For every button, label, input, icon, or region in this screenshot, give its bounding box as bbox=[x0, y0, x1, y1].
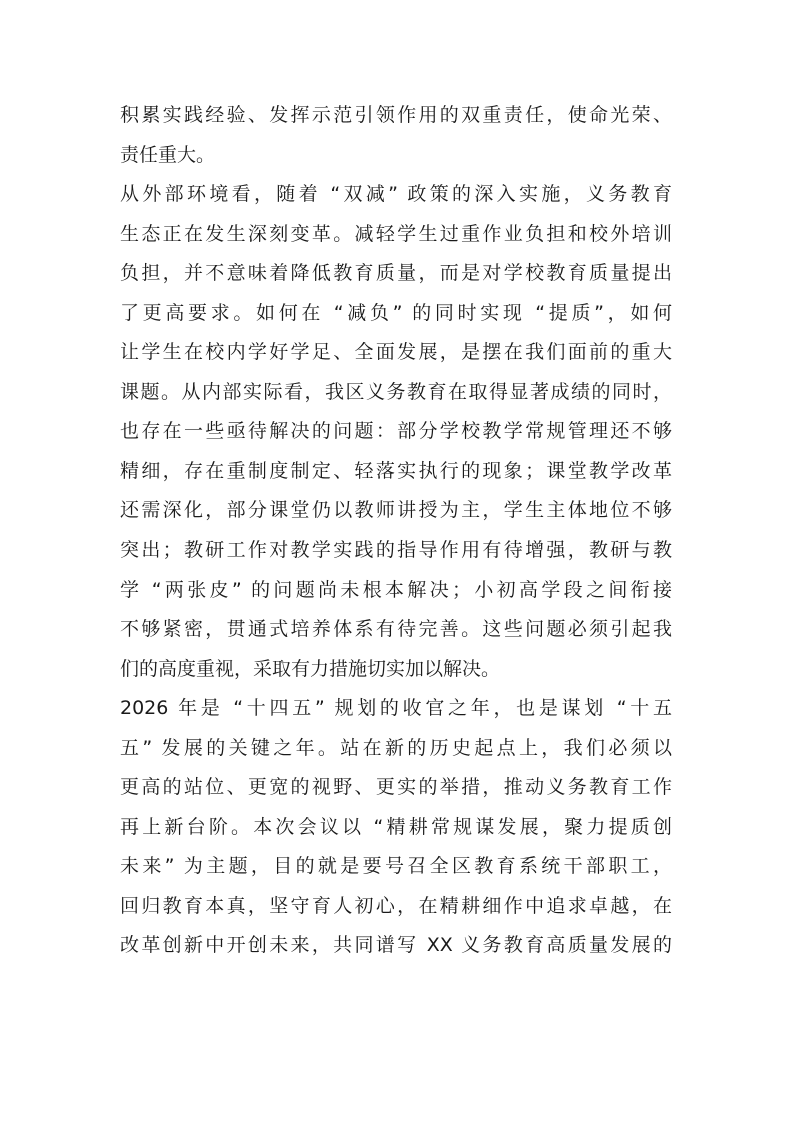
text-line: 不够紧密，贯通式培养体系有待完善。这些问题必须引起我 bbox=[120, 618, 672, 641]
text-line: 了更高要求。如何在 “减负” 的同时实现 “提质”，如何 bbox=[120, 301, 672, 324]
text-line: 改革创新中开创未来，共同谱写 XX 义务教育高质量发展的 bbox=[120, 934, 672, 957]
text-line: 让学生在校内学好学足、全面发展，是摆在我们面前的重大 bbox=[120, 341, 672, 364]
text-line: 们的高度重视，采取有力措施切实加以解决。 bbox=[120, 657, 501, 680]
text-line: 也存在一些亟待解决的问题：部分学校教学常规管理还不够 bbox=[120, 420, 672, 443]
text-line: 生态正在发生深刻变革。减轻学生过重作业负担和校外培训 bbox=[120, 222, 672, 245]
text-line: 回归教育本真，坚守育人初心，在精耕细作中追求卓越，在 bbox=[120, 894, 672, 917]
text-line: 再上新台阶。本次会议以 “精耕常规谋发展，聚力提质创 bbox=[120, 815, 672, 838]
text-line: 积累实践经验、发挥示范引领作用的双重责任，使命光荣、 bbox=[120, 104, 672, 126]
text-line: 2026 年是 “十四五” 规划的收官之年，也是谋划 “十五 bbox=[120, 697, 672, 720]
text-line: 学 “两张皮” 的问题尚未根本解决；小初高学段之间衔接 bbox=[120, 578, 672, 601]
text-line: 责任重大。 bbox=[120, 143, 216, 166]
text-line: 从外部环境看，随着 “双减” 政策的深入实施，义务教育 bbox=[120, 183, 672, 206]
text-line: 课题。从内部实际看，我区义务教育在取得显著成绩的同时， bbox=[120, 380, 672, 403]
text-line: 五” 发展的关键之年。站在新的历史起点上，我们必须以 bbox=[120, 736, 672, 759]
text-line: 突出；教研工作对教学实践的指导作用有待增强，教研与教 bbox=[120, 539, 672, 562]
text-line: 精细，存在重制度制定、轻落实执行的现象；课堂教学改革 bbox=[120, 459, 672, 482]
text-line: 未来” 为主题，目的就是要号召全区教育系统干部职工， bbox=[120, 855, 672, 878]
text-line: 还需深化，部分课堂仍以教师讲授为主，学生主体地位不够 bbox=[120, 499, 672, 522]
text-line: 更高的站位、更宽的视野、更实的举措，推动义务教育工作 bbox=[120, 776, 672, 799]
text-line: 负担，并不意味着降低教育质量，而是对学校教育质量提出 bbox=[120, 262, 672, 285]
body-text bbox=[120, 96, 672, 966]
